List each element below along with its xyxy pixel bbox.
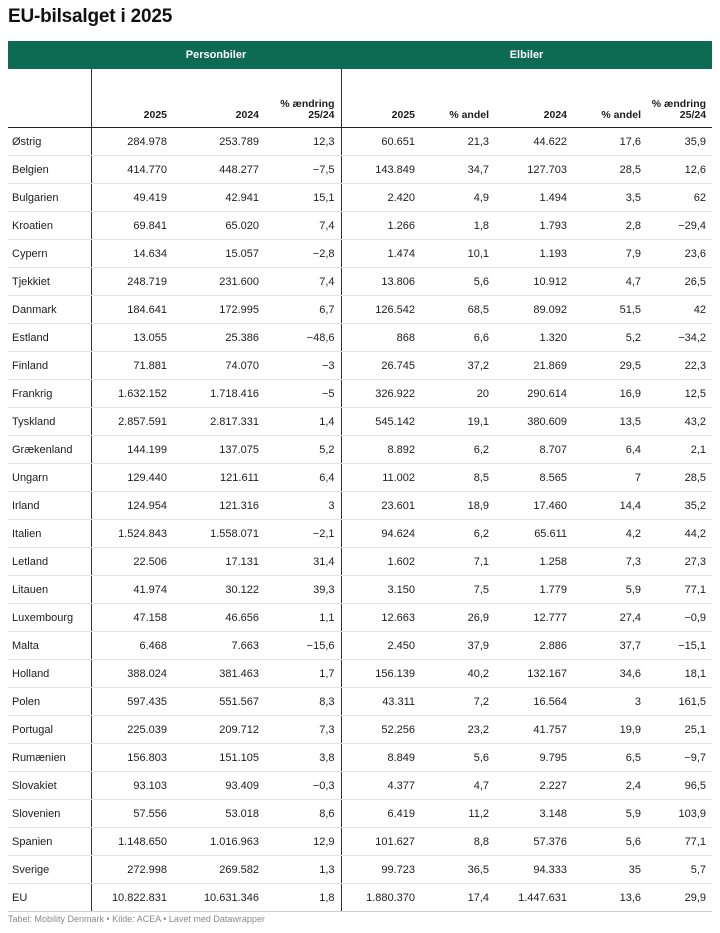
value-cell: −7,5 [265, 156, 341, 184]
value-cell: 137.075 [173, 436, 265, 464]
value-cell: 16.564 [495, 688, 573, 716]
value-cell: 156.139 [341, 660, 421, 688]
value-cell: 94.624 [341, 520, 421, 548]
value-cell: 41.974 [91, 576, 173, 604]
value-cell: 269.582 [173, 856, 265, 884]
value-cell: 9.795 [495, 744, 573, 772]
value-cell: 5,6 [421, 268, 495, 296]
table-body [8, 128, 712, 912]
value-cell: 77,1 [647, 576, 712, 604]
value-cell: 7,3 [573, 548, 647, 576]
table-row [8, 268, 712, 296]
value-cell: 57.556 [91, 800, 173, 828]
country-cell: Slovenien [8, 800, 91, 828]
table-row [8, 156, 712, 184]
value-cell: 43.311 [341, 688, 421, 716]
country-cell: Italien [8, 520, 91, 548]
value-cell: 1.793 [495, 212, 573, 240]
value-cell: 10,1 [421, 240, 495, 268]
value-cell: 380.609 [495, 408, 573, 436]
value-cell: 23,6 [647, 240, 712, 268]
value-cell: 21.869 [495, 352, 573, 380]
country-cell: Litauen [8, 576, 91, 604]
value-cell: 1,8 [265, 884, 341, 912]
value-cell: 2.817.331 [173, 408, 265, 436]
value-cell: 25.386 [173, 324, 265, 352]
table-row [8, 548, 712, 576]
value-cell: 1.779 [495, 576, 573, 604]
country-cell: Irland [8, 492, 91, 520]
value-cell: −0,9 [647, 604, 712, 632]
country-cell: Holland [8, 660, 91, 688]
value-cell: 381.463 [173, 660, 265, 688]
value-cell: 3.148 [495, 800, 573, 828]
value-cell: 28,5 [573, 156, 647, 184]
value-cell: 143.849 [341, 156, 421, 184]
value-cell: 2,8 [573, 212, 647, 240]
table-row [8, 744, 712, 772]
value-cell: 69.841 [91, 212, 173, 240]
column-header: 2024 [495, 69, 573, 128]
column-header: % andel [421, 69, 495, 128]
value-cell: 284.978 [91, 128, 173, 156]
value-cell: 101.627 [341, 828, 421, 856]
value-cell: 7.663 [173, 632, 265, 660]
value-cell: 1,7 [265, 660, 341, 688]
column-header-country [8, 69, 91, 128]
value-cell: 248.719 [91, 268, 173, 296]
column-header: 2024 [173, 69, 265, 128]
value-cell: 7,4 [265, 268, 341, 296]
value-cell: 39,3 [265, 576, 341, 604]
value-cell: 8,3 [265, 688, 341, 716]
sales-table [8, 41, 712, 912]
country-cell: Tjekkiet [8, 268, 91, 296]
value-cell: 44.622 [495, 128, 573, 156]
country-cell: Slovakiet [8, 772, 91, 800]
value-cell: 414.770 [91, 156, 173, 184]
country-cell: Finland [8, 352, 91, 380]
group-header-empty [8, 41, 91, 69]
value-cell: 6,6 [421, 324, 495, 352]
country-cell: Cypern [8, 240, 91, 268]
country-cell: EU [8, 884, 91, 912]
value-cell: 42.941 [173, 184, 265, 212]
value-cell: 8,8 [421, 828, 495, 856]
value-cell: 37,9 [421, 632, 495, 660]
value-cell: 8.707 [495, 436, 573, 464]
value-cell: −15,1 [647, 632, 712, 660]
value-cell: 10.822.831 [91, 884, 173, 912]
value-cell: 253.789 [173, 128, 265, 156]
value-cell: 22,3 [647, 352, 712, 380]
value-cell: 34,7 [421, 156, 495, 184]
table-row [8, 576, 712, 604]
value-cell: 27,3 [647, 548, 712, 576]
value-cell: 77,1 [647, 828, 712, 856]
value-cell: 1.266 [341, 212, 421, 240]
value-cell: 71.881 [91, 352, 173, 380]
country-cell: Luxembourg [8, 604, 91, 632]
value-cell: 1,8 [421, 212, 495, 240]
value-cell: 93.103 [91, 772, 173, 800]
value-cell: 5,7 [647, 856, 712, 884]
column-header: 2025 [341, 69, 421, 128]
value-cell: 36,5 [421, 856, 495, 884]
value-cell: 3,5 [573, 184, 647, 212]
value-cell: 2.857.591 [91, 408, 173, 436]
country-cell: Portugal [8, 716, 91, 744]
value-cell: 2.227 [495, 772, 573, 800]
table-row [8, 464, 712, 492]
value-cell: 4,2 [573, 520, 647, 548]
country-cell: Tyskland [8, 408, 91, 436]
value-cell: 68,5 [421, 296, 495, 324]
value-cell: −9,7 [647, 744, 712, 772]
country-cell: Grækenland [8, 436, 91, 464]
value-cell: 35,2 [647, 492, 712, 520]
value-cell: 93.409 [173, 772, 265, 800]
value-cell: 13.806 [341, 268, 421, 296]
value-cell: 25,1 [647, 716, 712, 744]
value-cell: 12,3 [265, 128, 341, 156]
value-cell: 21,3 [421, 128, 495, 156]
value-cell: 156.803 [91, 744, 173, 772]
value-cell: 1,1 [265, 604, 341, 632]
value-cell: 6,7 [265, 296, 341, 324]
value-cell: 3 [265, 492, 341, 520]
value-cell: −34,2 [647, 324, 712, 352]
value-cell: 272.998 [91, 856, 173, 884]
value-cell: 290.614 [495, 380, 573, 408]
value-cell: 5,9 [573, 800, 647, 828]
value-cell: 29,5 [573, 352, 647, 380]
value-cell: 225.039 [91, 716, 173, 744]
country-cell: Sverige [8, 856, 91, 884]
country-cell: Polen [8, 688, 91, 716]
value-cell: 10.912 [495, 268, 573, 296]
value-cell: 103,9 [647, 800, 712, 828]
value-cell: 1,3 [265, 856, 341, 884]
value-cell: 6,4 [265, 464, 341, 492]
table-row [8, 324, 712, 352]
value-cell: 12,9 [265, 828, 341, 856]
value-cell: 2,4 [573, 772, 647, 800]
table-row [8, 184, 712, 212]
value-cell: 127.703 [495, 156, 573, 184]
value-cell: 1.193 [495, 240, 573, 268]
country-cell: Estland [8, 324, 91, 352]
value-cell: −5 [265, 380, 341, 408]
value-cell: 868 [341, 324, 421, 352]
column-header: % andel [573, 69, 647, 128]
value-cell: 57.376 [495, 828, 573, 856]
value-cell: 52.256 [341, 716, 421, 744]
value-cell: 6,2 [421, 520, 495, 548]
value-cell: 2.886 [495, 632, 573, 660]
value-cell: 17,6 [573, 128, 647, 156]
value-cell: 5,6 [573, 828, 647, 856]
group-header-personbiler: Personbiler [91, 41, 341, 69]
value-cell: 35 [573, 856, 647, 884]
country-cell: Spanien [8, 828, 91, 856]
value-cell: 1.494 [495, 184, 573, 212]
value-cell: 7,1 [421, 548, 495, 576]
value-cell: 8,6 [265, 800, 341, 828]
value-cell: 46.656 [173, 604, 265, 632]
value-cell: 1.016.963 [173, 828, 265, 856]
column-header: % ændring 25/24 [647, 69, 712, 128]
country-cell: Letland [8, 548, 91, 576]
table-row [8, 380, 712, 408]
value-cell: 17.131 [173, 548, 265, 576]
value-cell: −15,6 [265, 632, 341, 660]
value-cell: 18,1 [647, 660, 712, 688]
value-cell: 22.506 [91, 548, 173, 576]
table-row [8, 408, 712, 436]
value-cell: 19,1 [421, 408, 495, 436]
table-row [8, 128, 712, 156]
table-row [8, 856, 712, 884]
value-cell: 1,4 [265, 408, 341, 436]
value-cell: 4,9 [421, 184, 495, 212]
value-cell: 8.565 [495, 464, 573, 492]
value-cell: 53.018 [173, 800, 265, 828]
value-cell: 20 [421, 380, 495, 408]
value-cell: 17.460 [495, 492, 573, 520]
value-cell: 15.057 [173, 240, 265, 268]
value-cell: 18,9 [421, 492, 495, 520]
value-cell: 1.718.416 [173, 380, 265, 408]
table-row [8, 604, 712, 632]
country-cell: Østrig [8, 128, 91, 156]
value-cell: 4,7 [573, 268, 647, 296]
value-cell: 3,8 [265, 744, 341, 772]
value-cell: 35,9 [647, 128, 712, 156]
value-cell: 65.611 [495, 520, 573, 548]
value-cell: 74.070 [173, 352, 265, 380]
column-header-row [8, 69, 712, 128]
value-cell: 62 [647, 184, 712, 212]
value-cell: 12,5 [647, 380, 712, 408]
value-cell: 12.663 [341, 604, 421, 632]
value-cell: 13,5 [573, 408, 647, 436]
page-title: EU-bilsalget i 2025 [8, 6, 173, 27]
value-cell: −29,4 [647, 212, 712, 240]
table-row [8, 772, 712, 800]
value-cell: 49.419 [91, 184, 173, 212]
table-row [8, 520, 712, 548]
table-row [8, 828, 712, 856]
value-cell: 51,5 [573, 296, 647, 324]
value-cell: 60.651 [341, 128, 421, 156]
value-cell: 144.199 [91, 436, 173, 464]
value-cell: 26.745 [341, 352, 421, 380]
value-cell: 44,2 [647, 520, 712, 548]
value-cell: 7,5 [421, 576, 495, 604]
group-header-row [8, 41, 712, 69]
value-cell: 184.641 [91, 296, 173, 324]
value-cell: 12,6 [647, 156, 712, 184]
value-cell: 2.450 [341, 632, 421, 660]
value-cell: 4.377 [341, 772, 421, 800]
value-cell: 37,2 [421, 352, 495, 380]
table-row [8, 492, 712, 520]
value-cell: 6,5 [573, 744, 647, 772]
table-row [8, 632, 712, 660]
value-cell: 96,5 [647, 772, 712, 800]
value-cell: 151.105 [173, 744, 265, 772]
value-cell: 3 [573, 688, 647, 716]
value-cell: 2,1 [647, 436, 712, 464]
table-row [8, 296, 712, 324]
value-cell: 99.723 [341, 856, 421, 884]
table-row [8, 212, 712, 240]
value-cell: 5,9 [573, 576, 647, 604]
country-cell: Kroatien [8, 212, 91, 240]
footer-credit: Tabel: Mobility Denmark • Kilde: ACEA • Lavet med Datawrapper [8, 914, 265, 924]
value-cell: 172.995 [173, 296, 265, 324]
value-cell: 388.024 [91, 660, 173, 688]
value-cell: 8.849 [341, 744, 421, 772]
value-cell: 121.611 [173, 464, 265, 492]
value-cell: 30.122 [173, 576, 265, 604]
value-cell: 1.880.370 [341, 884, 421, 912]
country-cell: Bulgarien [8, 184, 91, 212]
value-cell: 89.092 [495, 296, 573, 324]
value-cell: 126.542 [341, 296, 421, 324]
value-cell: 27,4 [573, 604, 647, 632]
value-cell: 1.320 [495, 324, 573, 352]
value-cell: 448.277 [173, 156, 265, 184]
country-cell: Ungarn [8, 464, 91, 492]
value-cell: 8.892 [341, 436, 421, 464]
value-cell: 11,2 [421, 800, 495, 828]
value-cell: 6,4 [573, 436, 647, 464]
value-cell: −48,6 [265, 324, 341, 352]
value-cell: 2.420 [341, 184, 421, 212]
value-cell: 7,9 [573, 240, 647, 268]
country-cell: Belgien [8, 156, 91, 184]
country-cell: Malta [8, 632, 91, 660]
value-cell: 15,1 [265, 184, 341, 212]
value-cell: −3 [265, 352, 341, 380]
value-cell: 14,4 [573, 492, 647, 520]
value-cell: 16,9 [573, 380, 647, 408]
value-cell: 326.922 [341, 380, 421, 408]
value-cell: 121.316 [173, 492, 265, 520]
value-cell: 28,5 [647, 464, 712, 492]
value-cell: 19,9 [573, 716, 647, 744]
table-row [8, 352, 712, 380]
value-cell: 17,4 [421, 884, 495, 912]
table-row [8, 800, 712, 828]
value-cell: 5,2 [265, 436, 341, 464]
value-cell: 29,9 [647, 884, 712, 912]
value-cell: 8,5 [421, 464, 495, 492]
table-row [8, 688, 712, 716]
value-cell: 4,7 [421, 772, 495, 800]
value-cell: 41.757 [495, 716, 573, 744]
value-cell: 94.333 [495, 856, 573, 884]
value-cell: 7,3 [265, 716, 341, 744]
value-cell: 5,2 [573, 324, 647, 352]
value-cell: 7,2 [421, 688, 495, 716]
value-cell: 11.002 [341, 464, 421, 492]
value-cell: 1.632.152 [91, 380, 173, 408]
value-cell: 1.602 [341, 548, 421, 576]
value-cell: 26,9 [421, 604, 495, 632]
value-cell: 132.167 [495, 660, 573, 688]
value-cell: 1.558.071 [173, 520, 265, 548]
value-cell: 7 [573, 464, 647, 492]
value-cell: 13,6 [573, 884, 647, 912]
value-cell: 231.600 [173, 268, 265, 296]
value-cell: 34,6 [573, 660, 647, 688]
value-cell: 1.148.650 [91, 828, 173, 856]
value-cell: 42 [647, 296, 712, 324]
country-cell: Danmark [8, 296, 91, 324]
value-cell: 6.468 [91, 632, 173, 660]
table-row [8, 716, 712, 744]
value-cell: 5,6 [421, 744, 495, 772]
value-cell: 26,5 [647, 268, 712, 296]
value-cell: 161,5 [647, 688, 712, 716]
column-header: % ændring 25/24 [265, 69, 341, 128]
value-cell: −0,3 [265, 772, 341, 800]
value-cell: 1.474 [341, 240, 421, 268]
value-cell: 124.954 [91, 492, 173, 520]
table-row [8, 240, 712, 268]
value-cell: 545.142 [341, 408, 421, 436]
value-cell: 1.258 [495, 548, 573, 576]
value-cell: 209.712 [173, 716, 265, 744]
value-cell: 13.055 [91, 324, 173, 352]
value-cell: 597.435 [91, 688, 173, 716]
value-cell: 31,4 [265, 548, 341, 576]
value-cell: 1.447.631 [495, 884, 573, 912]
value-cell: 23.601 [341, 492, 421, 520]
value-cell: 12.777 [495, 604, 573, 632]
value-cell: 37,7 [573, 632, 647, 660]
value-cell: 129.440 [91, 464, 173, 492]
group-header-elbiler: Elbiler [341, 41, 712, 69]
value-cell: −2,1 [265, 520, 341, 548]
value-cell: 14.634 [91, 240, 173, 268]
value-cell: 10.631.346 [173, 884, 265, 912]
table-row [8, 660, 712, 688]
value-cell: 6,2 [421, 436, 495, 464]
table-row [8, 884, 712, 912]
column-header: 2025 [91, 69, 173, 128]
value-cell: 47.158 [91, 604, 173, 632]
value-cell: 7,4 [265, 212, 341, 240]
country-cell: Frankrig [8, 380, 91, 408]
value-cell: 43,2 [647, 408, 712, 436]
value-cell: −2,8 [265, 240, 341, 268]
value-cell: 65.020 [173, 212, 265, 240]
value-cell: 1.524.843 [91, 520, 173, 548]
value-cell: 551.567 [173, 688, 265, 716]
value-cell: 40,2 [421, 660, 495, 688]
value-cell: 6.419 [341, 800, 421, 828]
value-cell: 3.150 [341, 576, 421, 604]
table-row [8, 436, 712, 464]
value-cell: 23,2 [421, 716, 495, 744]
country-cell: Rumænien [8, 744, 91, 772]
